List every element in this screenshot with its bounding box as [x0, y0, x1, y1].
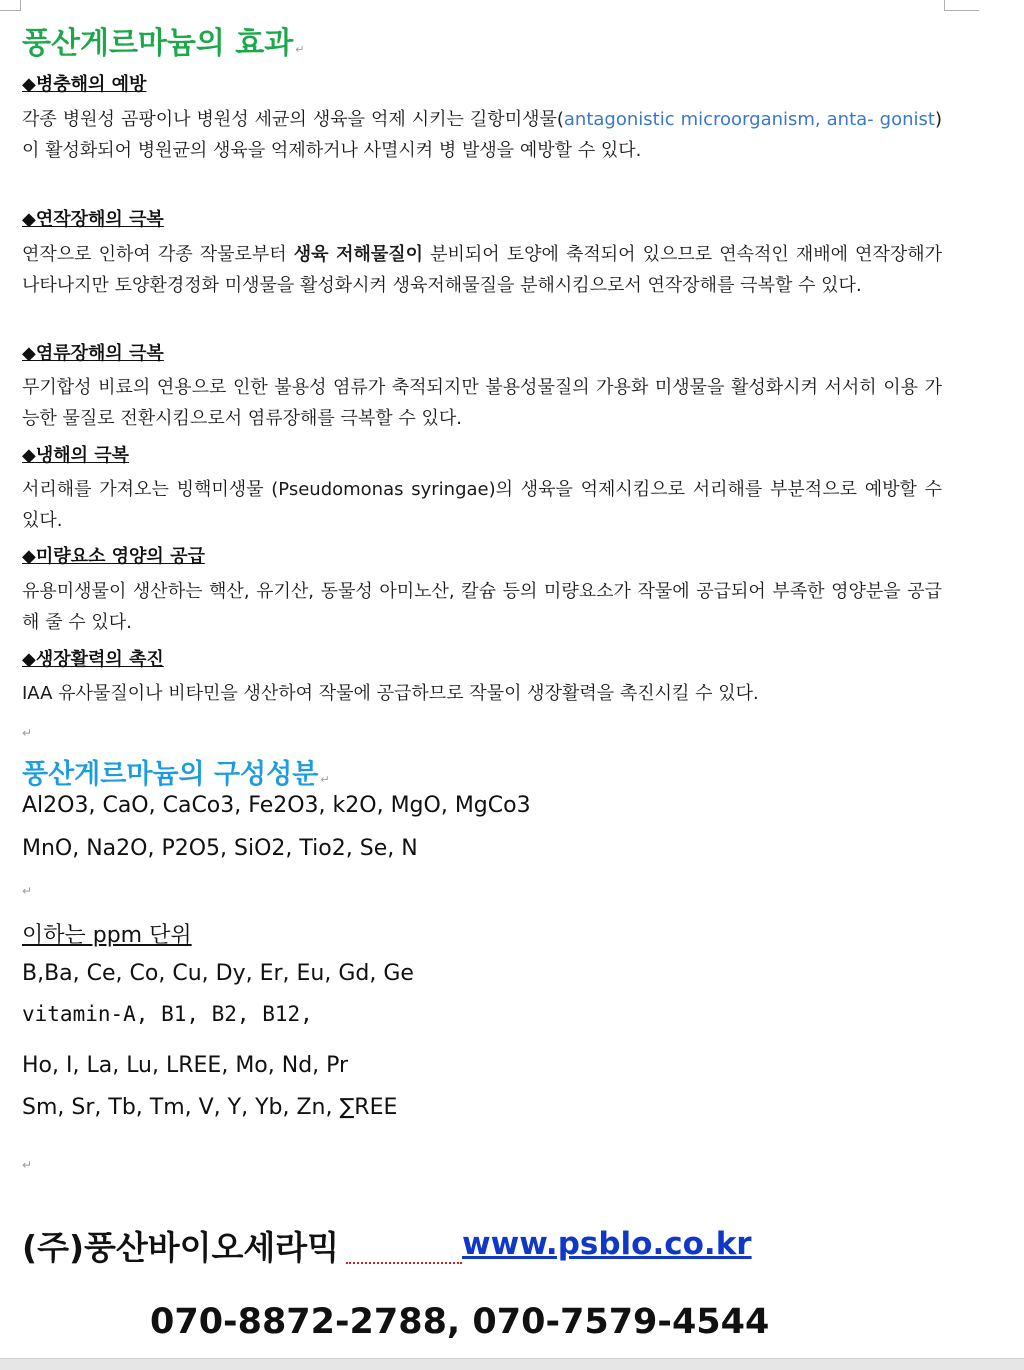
components-line-2: MnO, Na2O, P2O5, SiO2, Tio2, Se, N — [22, 836, 418, 861]
website-link[interactable]: www.psblo.co.kr — [462, 1226, 752, 1262]
ppm-line-4: Sm, Sr, Tb, Tm, V, Y, Yb, Zn, ∑REE — [22, 1095, 398, 1120]
effect-title-pest: ◆병충해의 예방 — [22, 74, 147, 95]
effect-text-trace: 유용미생물이 생산하는 핵산, 유기산, 동물성 아미노산, 칼슘 등의 미량요소가 작물에 공급되어 부족한 영양분을 공급해 줄 수 있다. — [22, 581, 942, 633]
effect-text-salt: 무기합성 비료의 연용으로 인한 불용성 염류가 축적되지만 불용성물질의 가용화 미생물을 활성화시켜 서서히 이용 가능한 물질로 전환시킴으로서 염류장해를 극복할 수 있다. — [22, 377, 942, 429]
spelling-underline — [346, 1262, 462, 1264]
effect-title-trace: ◆미량요소 영양의 공급 — [22, 546, 205, 567]
paragraph-mark-icon: ↵ — [295, 43, 305, 56]
company-name: (주)풍산바이오세라믹 — [22, 1228, 340, 1267]
ppm-line-2: vitamin-A, B1, B2, B12, — [22, 1002, 313, 1026]
effect-title-growth: ◆생장활력의 촉진 — [22, 649, 164, 670]
effect-title-cold: ◆냉해의 극복 — [22, 445, 130, 466]
ppm-line-1: B,Ba, Ce, Co, Cu, Dy, Er, Eu, Gd, Ge — [22, 961, 414, 986]
effect-title-replant: ◆연작장해의 극복 — [22, 209, 164, 230]
components-heading: 풍산게르마늄의 구성성분 ↵ — [22, 759, 330, 790]
effect-text-growth: IAA 유사물질이나 비타민을 생산하여 작물에 공급하므로 작물이 생장활력을 촉진시킬 수 있다. — [22, 683, 759, 704]
phone-numbers: 070-8872-2788, 070-7579-4544 — [150, 1302, 770, 1342]
effects-heading: 풍산게르마늄의 효과 ↵ — [22, 26, 305, 61]
effect-text-cold: 서리해를 가져오는 빙핵미생물 (Pseudomonas syringae)의 생육을 억제시킴으로 서리해를 부분적으로 예방할 수 있다. — [22, 479, 942, 531]
effect-text-pest: 각종 병원성 곰팡이나 병원성 세균의 생육을 억제 시키는 길항미생물(antagonistic microorganism, anta- gonist)이 활성화되어 병원균의 생육을 억제하거나 사멸시켜 병 발생을 예방할 수 있다. — [22, 109, 942, 161]
ppm-unit-label: 이하는 ppm 단위 — [22, 923, 192, 948]
effect-title-salt: ◆염류장해의 극복 — [22, 343, 164, 364]
page-corner-mark-right — [944, 0, 979, 11]
ppm-line-3: Ho, I, La, Lu, LREE, Mo, Nd, Pr — [22, 1053, 349, 1078]
empty-paragraph-mark-icon: ↵ — [22, 884, 33, 898]
effect-text-replant: 연작으로 인하여 각종 작물로부터 생육 저해물질이 분비되어 토양에 축적되어 있으므로 연속적인 재배에 연작장해가 나타나지만 토양환경정화 미생물을 활성화시켜 생육저해물질을 분해시킴으로서 연작장해를 극복할 수 있다. — [22, 244, 942, 296]
page-corner-mark-left — [0, 0, 21, 11]
empty-paragraph-mark-icon: ↵ — [22, 1158, 33, 1172]
paragraph-mark-icon: ↵ — [320, 773, 330, 786]
page-bottom-edge — [0, 1358, 1024, 1370]
empty-paragraph-mark-icon: ↵ — [22, 726, 33, 740]
components-line-1: Al2O3, CaO, CaCo3, Fe2O3, k2O, MgO, MgCo3 — [22, 793, 531, 818]
